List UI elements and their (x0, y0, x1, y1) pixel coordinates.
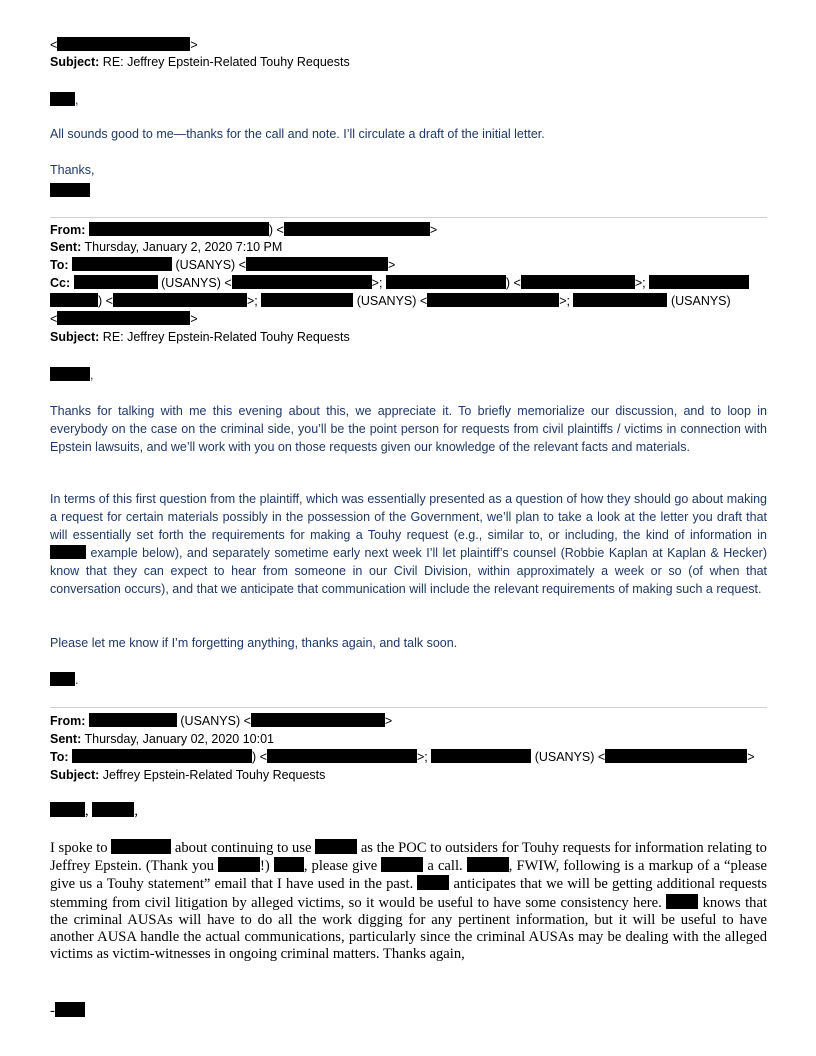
redaction (605, 749, 747, 763)
redaction (386, 275, 506, 289)
redaction (232, 275, 372, 289)
email2-signature: . (50, 671, 78, 689)
email3-body: All sounds good to me—thanks for the call and note. I’ll circulate a draft of the initial letter. (50, 127, 545, 141)
redaction (50, 367, 90, 381)
redaction (218, 857, 260, 872)
subject-text: RE: Jeffrey Epstein-Related Touhy Requests (102, 330, 350, 344)
redaction (50, 183, 90, 197)
redaction (74, 275, 158, 289)
email3-signature (50, 182, 90, 200)
sent-date: Thursday, January 02, 2020 10:01 (84, 732, 274, 746)
email1-greeting: , , (50, 802, 138, 820)
redaction (284, 222, 430, 236)
redaction (315, 839, 357, 854)
subject-text: Jeffrey Epstein-Related Touhy Requests (102, 768, 326, 782)
email2-cc-line2: ) < >; (USANYS) < >; (USANYS) (50, 293, 731, 309)
redaction (111, 839, 171, 854)
email2-greeting: , (50, 366, 93, 384)
redaction (55, 1002, 85, 1017)
redaction (57, 311, 190, 325)
subject-label: Subject: (50, 55, 100, 69)
subject-text: RE: Jeffrey Epstein-Related Touhy Requests (102, 55, 350, 69)
redaction (113, 293, 247, 307)
email1-to-line: To: ) < >; (USANYS) < > (50, 750, 755, 764)
redaction (72, 257, 172, 271)
redaction (666, 894, 698, 909)
email2-cc-line3: < > (50, 312, 198, 326)
redaction (50, 802, 85, 817)
redaction (72, 749, 252, 763)
divider (50, 707, 767, 708)
email1-signature: - (50, 1002, 85, 1020)
email3-signoff: Thanks, (50, 163, 95, 177)
redaction (521, 275, 635, 289)
divider (50, 217, 767, 218)
email3-greeting: , (50, 91, 78, 109)
redaction (381, 857, 423, 872)
email2-paragraph-1: Thanks for talking with me this evening about this, we appreciate it. To briefly memorialize our discussion, and to loop in everybody on the case on the criminal side, you’ll be the point person for requests from civil plaintiffs / victims in connection with Epstein lawsuits, and we’ll work with you on those requests given our knowledge of the relevant facts and materials. (50, 404, 767, 454)
redaction (251, 713, 385, 727)
redaction (57, 37, 190, 51)
redaction (431, 749, 531, 763)
redaction (417, 875, 449, 890)
redaction (50, 545, 86, 559)
redaction (50, 672, 75, 686)
redaction (50, 92, 75, 106)
redaction (467, 857, 509, 872)
redaction (261, 293, 353, 307)
redaction (274, 857, 304, 872)
sent-date: Thursday, January 2, 2020 7:10 PM (84, 240, 283, 254)
email1-from-line: From: (USANYS) < > (50, 714, 393, 728)
redaction (649, 275, 749, 289)
email2-cc-line1: Cc: (USANYS) < >; ) < >; (50, 275, 749, 291)
email3-subject-line (50, 54, 350, 70)
email2-paragraph-3: Please let me know if I’m forgetting anything, thanks again, and talk soon. (50, 636, 458, 650)
email2-paragraph-2: In terms of this first question from the plaintiff, which was essentially presented as a question of how they should go about making a request for certain materials possibly in the possession of the Government, we’ll plan to take a look at the letter you draft that will essentially set forth the requirements for making a Touhy request (e.g., similar to, or including, the kind of information in example below), and separately sometime early next week I’ll let plaintiff’s counsel (Robbie Kaplan at Kaplan & Hecker) know that they can expect to hear from someone in our Civil Division, within approximately a week or so (of when that conversation occurs), and that we anticipate that communication will include the relevant requirements of making such a request. (50, 492, 768, 596)
redaction (246, 257, 388, 271)
email2-to-line: To: (USANYS) < > (50, 258, 396, 272)
redaction (50, 293, 98, 307)
email1-sent-line: Sent: Thursday, January 02, 2020 10:01 (50, 732, 274, 746)
email1-subject-line: Subject: Jeffrey Epstein-Related Touhy Requests (50, 768, 326, 782)
redaction (267, 749, 417, 763)
redaction (92, 802, 134, 817)
email1-body: I spoke to about continuing to use as the POC to outsiders for Touhy requests for information relating to Jeffrey Epstein. (Thank you !) , please give a call. , FWIW, following is a markup of a “please give us a Touhy statement” email that I have used in the past. anticipates that we will be getting additional requests stemming from civil litigation by alleged victims, so it would be useful to have some consistency here. knows that the criminal AUSAs will have to do all the work digging for any pertinent information, but it will be useful to have another AUSA handle the actual communications, particularly since the criminal AUSAs may be dealing with the alleged victims as victim-witnesses in ongoing criminal matters. Thanks again, (50, 840, 767, 963)
redaction (89, 222, 269, 236)
redaction (573, 293, 667, 307)
email2-sent-line: Sent: Thursday, January 2, 2020 7:10 PM (50, 240, 283, 254)
email2-from-line: From: ) < > (50, 223, 438, 237)
email2-subject-line: Subject: RE: Jeffrey Epstein-Related Touhy Requests (50, 330, 350, 344)
email3-address-line: < > (50, 38, 198, 52)
redaction (89, 713, 177, 727)
redaction (427, 293, 559, 307)
